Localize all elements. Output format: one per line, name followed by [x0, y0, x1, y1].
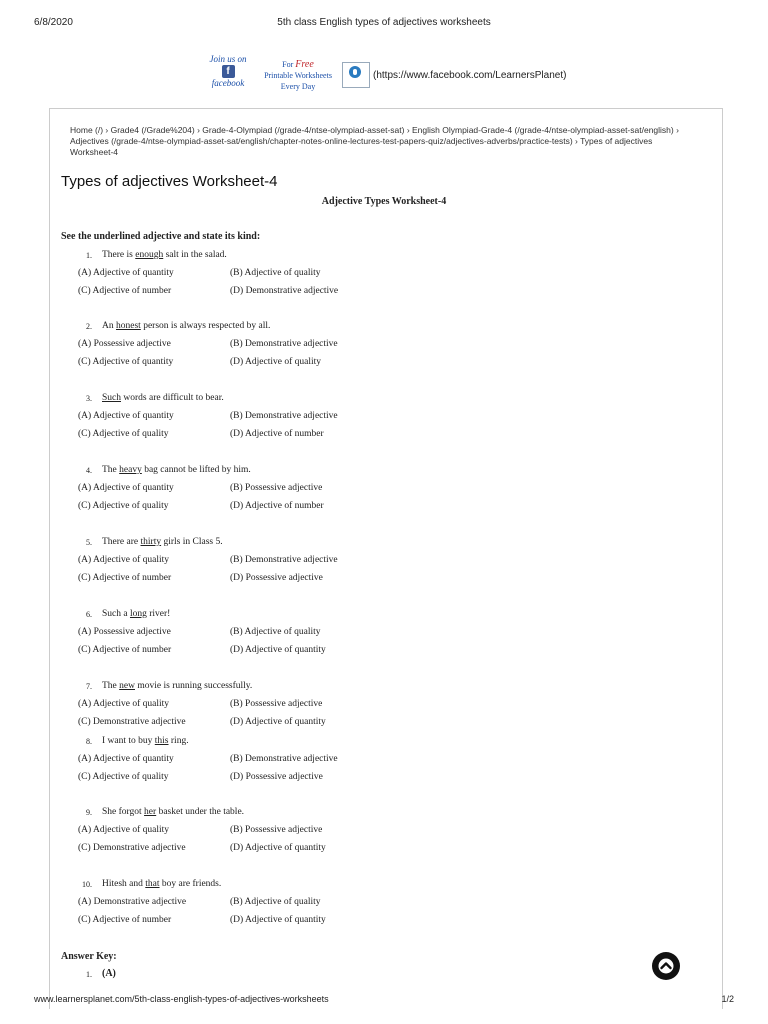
option-c: (C) Adjective of number: [78, 645, 172, 655]
promo-line2: Printable Worksheets: [264, 70, 332, 80]
option-a: (A) Possessive adjective: [78, 339, 171, 349]
option-c: (C) Demonstrative adjective: [78, 717, 186, 727]
breadcrumb[interactable]: Home (/) › Grade4 (/Grade%204) › Grade-4-Olympiad (/grade-4/ntse-olympiad-asset-sat) › English Olympiad-Grade-4 (/grade-4/ntse-olympiad-asset-sat/english) › Adjectives (/grade-4/ntse-olympiad-asset-sat/english/chapter-notes-online-lectures-test-papers-quiz/adjectives-adverbs/practice-tests) › Types of adjectives Worksheet-4: [70, 125, 679, 157]
option-b: (B) Adjective of quality: [230, 268, 321, 278]
question-text: [102, 321, 270, 331]
question-number: 3.: [86, 394, 92, 403]
option-b: (B) Demonstrative adjective: [230, 754, 338, 764]
facebook-f-glyph: f: [222, 65, 235, 78]
option-c: (C) Adjective of quality: [78, 429, 169, 439]
question-text: [102, 250, 227, 260]
question-pre: The: [102, 681, 120, 691]
option-a: (A) Possessive adjective: [78, 627, 171, 637]
option-c: (C) Adjective of number: [78, 573, 172, 583]
promo-line3: Every Day: [280, 81, 316, 91]
facebook-link[interactable]: (https://www.facebook.com/LearnersPlanet): [373, 69, 567, 81]
facebook-wordmark: facebook: [211, 78, 245, 88]
option-a: (A) Adjective of quantity: [78, 754, 174, 764]
scroll-to-top-button[interactable]: [652, 952, 680, 980]
question-text: [102, 879, 221, 889]
question-number: 9.: [86, 808, 92, 817]
question-post: person is always respected by all.: [140, 321, 271, 331]
underlined-adjective: enough: [135, 250, 164, 260]
underlined-adjective: her: [144, 807, 157, 817]
option-a: (A) Adjective of quality: [78, 699, 170, 709]
question-post: salt in the salad.: [163, 250, 227, 260]
option-b: (B) Possessive adjective: [230, 825, 323, 835]
option-b: (B) Adjective of quality: [230, 627, 321, 637]
question-number: 8.: [86, 737, 92, 746]
underlined-adjective: honest: [116, 321, 141, 331]
learners-planet-logo: [342, 62, 370, 88]
question-pre: Such a: [102, 609, 130, 619]
facebook-banner[interactable]: [204, 55, 566, 95]
option-b: (B) Possessive adjective: [230, 483, 323, 493]
question-number: 4.: [86, 466, 92, 475]
option-d: (D) Adjective of quantity: [230, 645, 326, 655]
question-text: [102, 681, 252, 691]
underlined-adjective: new: [119, 681, 135, 691]
question-post: bag cannot be lifted by him.: [141, 465, 251, 475]
question-number: 5.: [86, 538, 92, 547]
option-d: (D) Adjective of quantity: [230, 915, 326, 925]
question-post: basket under the table.: [156, 807, 245, 817]
question-text: [102, 736, 189, 746]
option-d: (D) Adjective of number: [230, 501, 324, 511]
option-a: (A) Adjective of quality: [78, 555, 170, 565]
question-number: 2.: [86, 322, 92, 331]
option-a: (A) Adjective of quantity: [78, 483, 174, 493]
answer-key-label: Answer Key:: [61, 951, 117, 962]
question-post: girls in Class 5.: [161, 537, 223, 547]
option-b: (B) Demonstrative adjective: [230, 339, 338, 349]
promo-free: Free: [295, 58, 314, 70]
logo-mark: [349, 66, 361, 78]
print-footer-url: www.learnersplanet.com/5th-class-english-types-of-adjectives-worksheets: [34, 994, 329, 1004]
promo-for: For: [282, 59, 294, 69]
page-title: Types of adjectives Worksheet-4: [61, 173, 278, 190]
question-post: boy are friends.: [159, 879, 222, 889]
option-b: (B) Demonstrative adjective: [230, 555, 338, 565]
answer-value: (A): [102, 968, 116, 979]
option-c: (C) Adjective of quality: [78, 772, 169, 782]
print-date: 6/8/2020: [34, 17, 73, 28]
question-pre: The: [102, 465, 120, 475]
option-c: (C) Adjective of quantity: [78, 357, 174, 367]
print-page-number: 1/2: [721, 994, 734, 1004]
option-a: (A) Adjective of quantity: [78, 411, 174, 421]
print-header-title: 5th class English types of adjectives worksheets: [277, 17, 491, 28]
question-number: 6.: [86, 610, 92, 619]
question-text: [102, 465, 251, 475]
option-c: (C) Adjective of number: [78, 915, 172, 925]
underlined-adjective: this: [154, 736, 169, 746]
underlined-adjective: long: [129, 609, 147, 619]
option-c: (C) Demonstrative adjective: [78, 843, 186, 853]
question-pre: There is: [102, 250, 136, 260]
promo-text: [256, 59, 340, 92]
instruction: See the underlined adjective and state its kind:: [61, 231, 261, 242]
option-d: (D) Adjective of quality: [230, 357, 322, 367]
answer-number: 1.: [86, 970, 92, 979]
question-pre: I want to buy: [102, 736, 155, 746]
question-text: [102, 807, 244, 817]
question-number: 10.: [82, 880, 92, 889]
facebook-icon: [204, 55, 252, 95]
option-b: (B) Adjective of quality: [230, 897, 321, 907]
underlined-adjective: thirty: [140, 537, 162, 547]
question-number: 1.: [86, 251, 92, 260]
option-d: (D) Possessive adjective: [230, 573, 323, 583]
option-c: (C) Adjective of quality: [78, 501, 169, 511]
option-a: (A) Demonstrative adjective: [78, 897, 187, 907]
option-d: (D) Adjective of quantity: [230, 843, 326, 853]
option-c: (C) Adjective of number: [78, 286, 172, 296]
question-pre: An: [102, 321, 116, 331]
join-text: Join us on: [209, 54, 247, 64]
option-d: (D) Possessive adjective: [230, 772, 323, 782]
question-post: words are difficult to bear.: [121, 393, 224, 403]
chevron-up-icon: [658, 958, 674, 974]
question-text: [102, 537, 223, 547]
question-text: [102, 609, 170, 619]
option-d: (D) Demonstrative adjective: [230, 286, 339, 296]
option-d: (D) Adjective of quantity: [230, 717, 326, 727]
question-text: [102, 393, 224, 403]
question-post: ring.: [168, 736, 189, 746]
question-pre: Hitesh and: [102, 879, 146, 889]
option-a: (A) Adjective of quantity: [78, 268, 174, 278]
question-post: river!: [146, 609, 171, 619]
option-d: (D) Adjective of number: [230, 429, 324, 439]
question-post: movie is running successfully.: [134, 681, 253, 691]
question-number: 7.: [86, 682, 92, 691]
underlined-adjective: that: [145, 879, 160, 889]
option-b: (B) Possessive adjective: [230, 699, 323, 709]
question-pre: There are: [102, 537, 141, 547]
option-b: (B) Demonstrative adjective: [230, 411, 338, 421]
option-a: (A) Adjective of quality: [78, 825, 170, 835]
underlined-adjective: heavy: [119, 465, 142, 475]
worksheet-title: Adjective Types Worksheet-4: [321, 196, 447, 207]
underlined-adjective: Such: [102, 393, 121, 403]
question-pre: She forgot: [102, 807, 145, 817]
